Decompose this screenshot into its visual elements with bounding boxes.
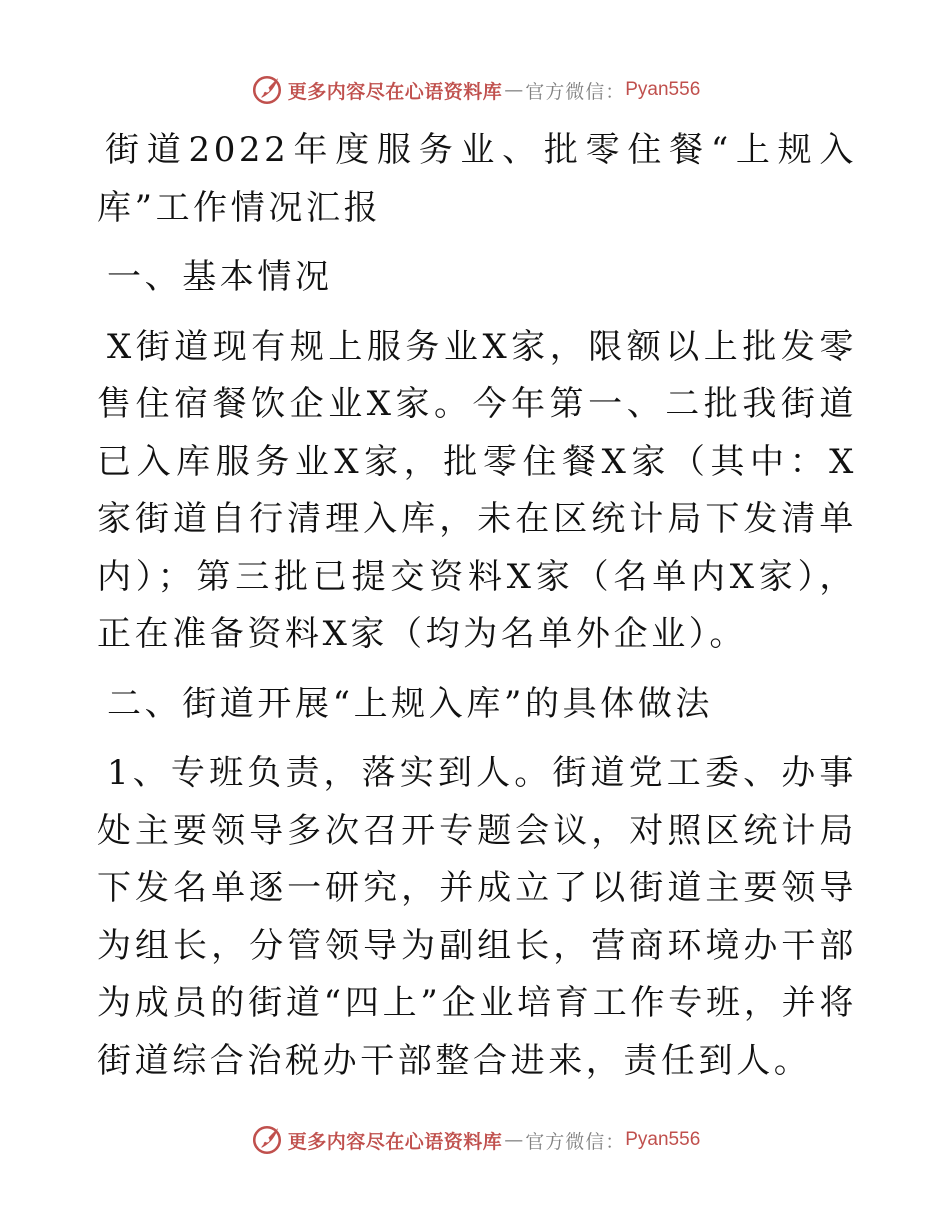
section2-paragraph1: 1、专班负责，落实到人。街道党工委、办事处主要领导多次召开专题会议，对照区统计局下发名单逐一研究，并成立了以街道主要领导为组长，分管领导为副组长，营商环境办干部为成员的街道“四上”企业培育工作专班，并将街道综合治税办干部整合进来，责任到人。 [97, 753, 857, 1081]
document-body [97, 122, 857, 1090]
footer-banner [0, 1120, 950, 1160]
section1-paragraph: X街道现有规上服务业X家，限额以上批发零售住宿餐饮企业X家。今年第一、二批我街道已入库服务业X家，批零住餐X家（其中：X家街道自行清理入库，未在区统计局下发清单内）；第三批已提交资料X家（名单内X家），正在准备资料X家（均为名单外企业）。 [97, 326, 857, 654]
footer-banner-wechat-id: Pyan556 [625, 1129, 701, 1150]
header-banner-sub-text: 官方微信： [525, 80, 626, 103]
section1-heading: 一、基本情况 [107, 257, 333, 297]
footer-banner-main-text: 更多内容尽在心语资料库 [287, 1130, 503, 1153]
quill-pen-logo-icon [250, 73, 284, 107]
header-banner-wechat-id: Pyan556 [625, 79, 701, 100]
quill-pen-logo-icon [250, 1123, 284, 1157]
section2-heading: 二、街道开展“上规入库”的具体做法 [107, 683, 713, 724]
header-banner-separator: — [504, 79, 524, 101]
document-title: 街道2022年度服务业、批零住餐“上规入库”工作情况汇报 [97, 130, 857, 228]
footer-banner-sub-text: 官方微信： [525, 1130, 626, 1153]
footer-banner-separator: — [504, 1129, 524, 1151]
header-banner [0, 70, 950, 110]
header-banner-main-text: 更多内容尽在心语资料库 [287, 80, 503, 103]
